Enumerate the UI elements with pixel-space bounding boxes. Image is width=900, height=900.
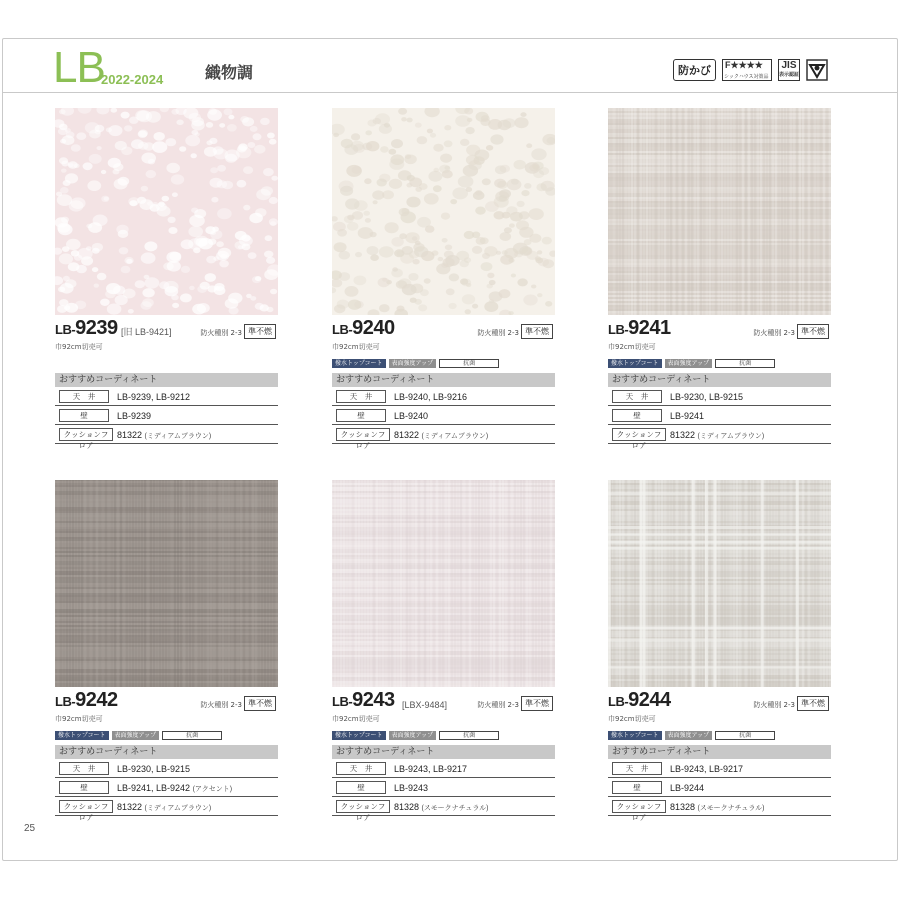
coordinate-header: おすすめコーディネート [608,745,831,759]
fire-class: 防火種別 2-3 [477,329,519,337]
surface-strength-tag: 表面強度アップ [389,731,437,740]
product-card [608,480,831,822]
surface-strength-tag: 表面強度アップ [665,731,713,740]
sick-house-label: シックハウス対策品 [724,74,769,80]
floor-value [117,802,211,813]
width-note: 巾92cm切売可 [608,715,656,723]
floor-value [670,430,764,441]
floor-code: 81322 [394,430,420,440]
product-code-prefix: LB- [332,322,353,337]
surface-strength-tag: 表面強度アップ [389,359,437,368]
wall-label: 壁 [336,409,386,422]
product-code-prefix: LB- [608,694,629,709]
fireproof-badge: 準不燃 [521,696,553,711]
wall-codes: LB-9243 [394,783,429,793]
product-code [55,690,118,712]
jis-label: JIS [781,60,797,71]
wall-note: (アクセント) [192,786,233,793]
ceiling-label: 天 井 [336,762,386,775]
product-swatch [55,480,278,687]
wall-value [117,411,151,421]
water-repellent-tag: 撥水トップコート [608,731,662,740]
swatch-texture [55,108,278,315]
ceiling-value: LB-9243, LB-9217 [670,764,744,774]
wall-label: 壁 [336,781,386,794]
ceiling-value: LB-9230, LB-9215 [117,764,191,774]
code-row [608,318,831,340]
fire-class: 防火種別 2-3 [753,701,795,709]
product-code [332,690,395,712]
floor-label: クッションフロア [59,428,113,441]
code-row [55,690,278,712]
f-star-badge [722,59,772,81]
product-code-number: 9241 [628,317,671,339]
fire-class: 防火種別 2-3 [200,329,242,337]
anti-mold-badge: 防かび [673,59,716,81]
product-code-number: 9239 [75,317,118,339]
ceiling-label: 天 井 [59,762,109,775]
swatch-texture [608,108,831,315]
ceiling-value: LB-9230, LB-9215 [670,392,744,402]
code-row [608,690,831,712]
coordinate-header: おすすめコーディネート [55,373,278,387]
wall-codes: LB-9241 [670,411,705,421]
product-code-prefix: LB- [608,322,629,337]
floor-code: 81328 [670,802,696,812]
swatch-texture [608,480,831,687]
product-code [608,318,671,340]
antibacterial-tag: 抗菌 [439,731,499,740]
ceiling-label: 天 井 [59,390,109,403]
width-note: 巾92cm切売可 [332,343,380,351]
product-code-number: 9244 [628,689,671,711]
product-card [608,108,831,450]
product-code [55,318,118,340]
product-code [332,318,395,340]
swatch-texture [332,108,555,315]
floor-note: (スモークナチュラル) [421,805,489,812]
ceiling-value: LB-9239, LB-9212 [117,392,191,402]
wall-codes: LB-9240 [394,411,429,421]
jis-sub-label: 表示認証 [779,72,800,78]
product-code-prefix: LB- [55,322,76,337]
floor-value [117,430,211,441]
floor-code: 81322 [117,802,143,812]
antibacterial-tag: 抗菌 [715,359,775,368]
wall-value [670,411,704,421]
floor-label: クッションフロア [336,800,390,813]
wall-value [394,411,428,421]
ceiling-label: 天 井 [336,390,386,403]
coordinate-header: おすすめコーディネート [55,745,278,759]
coordinate-ceiling-row [55,759,278,778]
antibacterial-tag: 抗菌 [162,731,222,740]
fire-class: 防火種別 2-3 [200,701,242,709]
f-star-rating: F★★★★ [725,60,763,70]
product-code-number: 9243 [352,689,395,711]
floor-note: (ミディアムブラウン) [144,805,212,812]
quality-mark-icon [806,59,828,81]
floor-code: 81322 [117,430,143,440]
floor-label: クッションフロア [59,800,113,813]
coordinate-floor-row [608,425,831,450]
category-title: 織物調 [205,63,254,82]
feature-tags [55,359,278,371]
wall-label: 壁 [59,409,109,422]
floor-note: (ミディアムブラウン) [144,433,212,440]
wall-value [670,783,704,793]
ceiling-value: LB-9240, LB-9216 [394,392,468,402]
coordinate-ceiling-row [608,387,831,406]
coordinate-floor-row [332,797,555,822]
product-card [332,480,555,822]
feature-tags [608,359,831,371]
coordinate-ceiling-row [55,387,278,406]
coordinate-floor-row [55,797,278,822]
product-card [55,108,278,450]
certification-badges [673,59,828,81]
wall-label: 壁 [612,781,662,794]
water-repellent-tag: 撥水トップコート [608,359,662,368]
swatch-texture [55,480,278,687]
fire-class: 防火種別 2-3 [477,701,519,709]
feature-tags [332,359,555,371]
antibacterial-tag: 抗菌 [715,731,775,740]
code-row [332,690,555,712]
ceiling-label: 天 井 [612,390,662,403]
water-repellent-tag: 撥水トップコート [55,731,109,740]
floor-note: (スモークナチュラル) [697,805,765,812]
coordinate-header: おすすめコーディネート [332,745,555,759]
former-code: [旧 LB-9421] [121,327,172,337]
coordinate-wall-row [332,406,555,425]
coordinate-ceiling-row [608,759,831,778]
wall-label: 壁 [59,781,109,794]
wall-value [394,783,428,793]
feature-tags [608,731,831,743]
antibacterial-tag: 抗菌 [439,359,499,368]
feature-tags [332,731,555,743]
product-code-number: 9242 [75,689,118,711]
former-code: [LBX-9484] [402,700,448,710]
surface-strength-tag: 表面強度アップ [665,359,713,368]
feature-tags [55,731,278,743]
fireproof-badge: 準不燃 [244,324,276,339]
surface-strength-tag: 表面強度アップ [112,731,160,740]
product-card [332,108,555,450]
coordinate-floor-row [55,425,278,450]
fireproof-badge: 準不燃 [797,696,829,711]
water-repellent-tag: 撥水トップコート [332,359,386,368]
wall-codes: LB-9244 [670,783,705,793]
coordinate-wall-row [608,406,831,425]
jis-badge [778,59,800,81]
catalog-years: 2022-2024 [101,72,164,87]
width-note: 巾92cm切売可 [55,343,103,351]
fireproof-badge: 準不燃 [521,324,553,339]
product-code [608,690,671,712]
coordinate-ceiling-row [332,759,555,778]
code-row [332,318,555,340]
floor-code: 81322 [670,430,696,440]
fireproof-badge: 準不燃 [244,696,276,711]
product-code-prefix: LB- [55,694,76,709]
product-swatch [332,480,555,687]
floor-label: クッションフロア [612,800,666,813]
wall-codes: LB-9241, LB-9242 [117,783,191,793]
product-swatch [55,108,278,315]
floor-label: クッションフロア [612,428,666,441]
coordinate-wall-row [55,406,278,425]
coordinate-floor-row [332,425,555,450]
coordinate-header: おすすめコーディネート [608,373,831,387]
product-code-prefix: LB- [332,694,353,709]
product-code-number: 9240 [352,317,395,339]
product-swatch [608,480,831,687]
floor-note: (ミディアムブラウン) [697,433,765,440]
fire-class: 防火種別 2-3 [753,329,795,337]
ceiling-value: LB-9243, LB-9217 [394,764,468,774]
width-note: 巾92cm切売可 [608,343,656,351]
floor-code: 81328 [394,802,420,812]
floor-value [394,430,488,441]
coordinate-floor-row [608,797,831,822]
floor-note: (ミディアムブラウン) [421,433,489,440]
coordinate-wall-row [332,778,555,797]
coordinate-wall-row [55,778,278,797]
ceiling-label: 天 井 [612,762,662,775]
floor-value [670,802,765,813]
coordinate-wall-row [608,778,831,797]
coordinate-ceiling-row [332,387,555,406]
floor-value [394,802,489,813]
wall-value [117,783,232,794]
coordinate-header: おすすめコーディネート [332,373,555,387]
water-repellent-tag: 撥水トップコート [332,731,386,740]
width-note: 巾92cm切売可 [55,715,103,723]
fireproof-badge: 準不燃 [797,324,829,339]
page-number: 25 [24,823,36,834]
product-swatch [608,108,831,315]
product-card [55,480,278,822]
floor-label: クッションフロア [336,428,390,441]
brand-logo: LB [53,43,105,92]
header-divider [2,92,898,93]
code-row [55,318,278,340]
width-note: 巾92cm切売可 [332,715,380,723]
wall-codes: LB-9239 [117,411,152,421]
swatch-texture [332,480,555,687]
product-swatch [332,108,555,315]
wall-label: 壁 [612,409,662,422]
